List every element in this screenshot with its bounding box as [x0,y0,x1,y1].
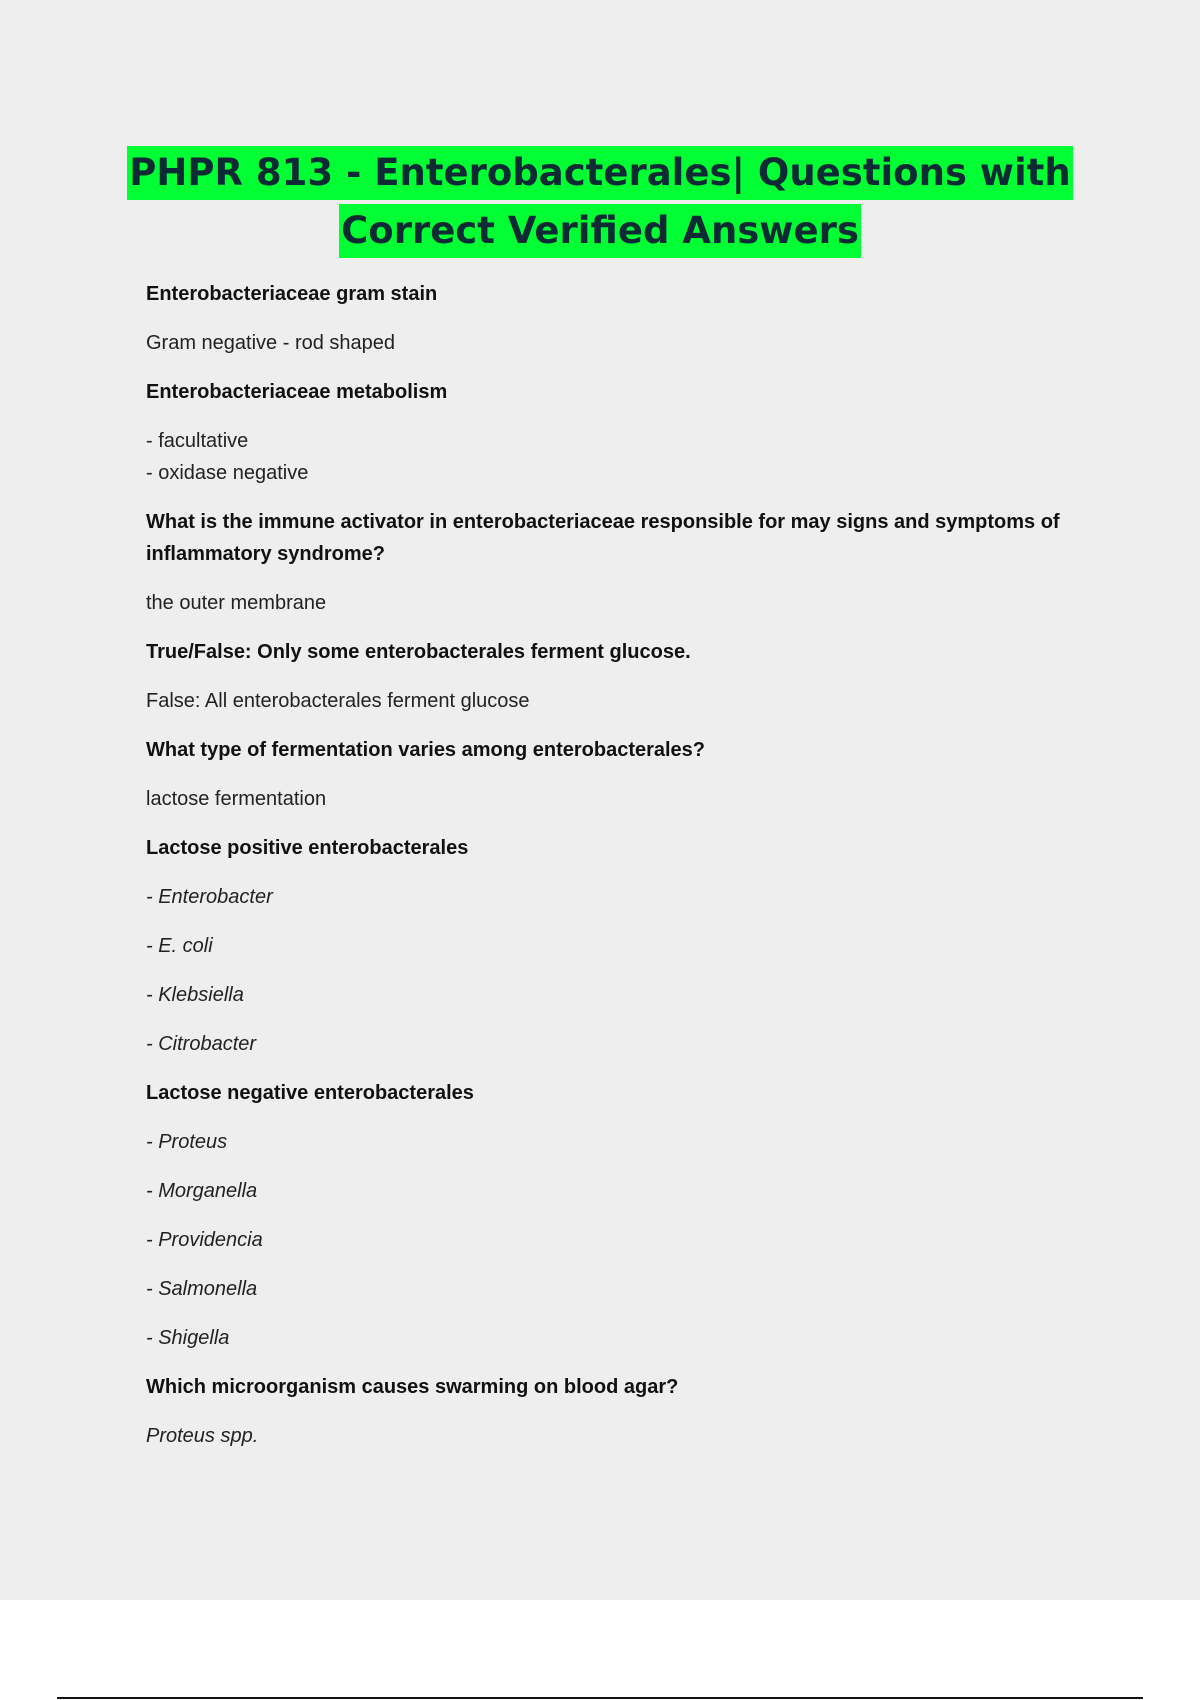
title-line-1: PHPR 813 - Enterobacterales| Questions with [127,146,1072,200]
answer: the outer membrane [146,592,327,614]
answer: lactose fermentation [146,788,327,810]
question: Lactose negative enterobacterales [146,1082,474,1104]
answer-item: - Enterobacter [146,886,273,908]
title-line-2: Correct Verified Answers [339,204,861,258]
question: Lactose positive enterobacterales [146,837,469,859]
answer: False: All enterobacterales ferment glucose [146,690,530,712]
answer: - facultative [146,430,249,452]
answer-item: - Klebsiella [146,984,244,1006]
answer: Gram negative - rod shaped [146,332,396,354]
answer-item: - Citrobacter [146,1033,257,1055]
answer: Proteus spp. [146,1425,259,1447]
answer-item: - Morganella [146,1180,258,1202]
answer: - oxidase negative [146,462,309,484]
answer-item: - Providencia [146,1229,263,1251]
question: True/False: Only some enterobacterales ferment glucose. [146,641,691,663]
answer-item: - Proteus [146,1131,228,1153]
qa-list [146,278,1096,1469]
question: What type of fermentation varies among enterobacterales? [146,739,706,761]
document-title [0,146,1200,258]
answer-item: - Salmonella [146,1278,258,1300]
question: Enterobacteriaceae gram stain [146,283,438,305]
answer-item: - E. coli [146,935,213,957]
question: Enterobacteriaceae metabolism [146,381,448,403]
question: Which microorganism causes swarming on blood agar? [146,1376,679,1398]
footer-divider [57,1697,1143,1699]
answer-item: - Shigella [146,1327,230,1349]
question: What is the immune activator in enterobacteriaceae responsible for may signs and symptoms of inflammatory syndrome? [146,511,1060,565]
